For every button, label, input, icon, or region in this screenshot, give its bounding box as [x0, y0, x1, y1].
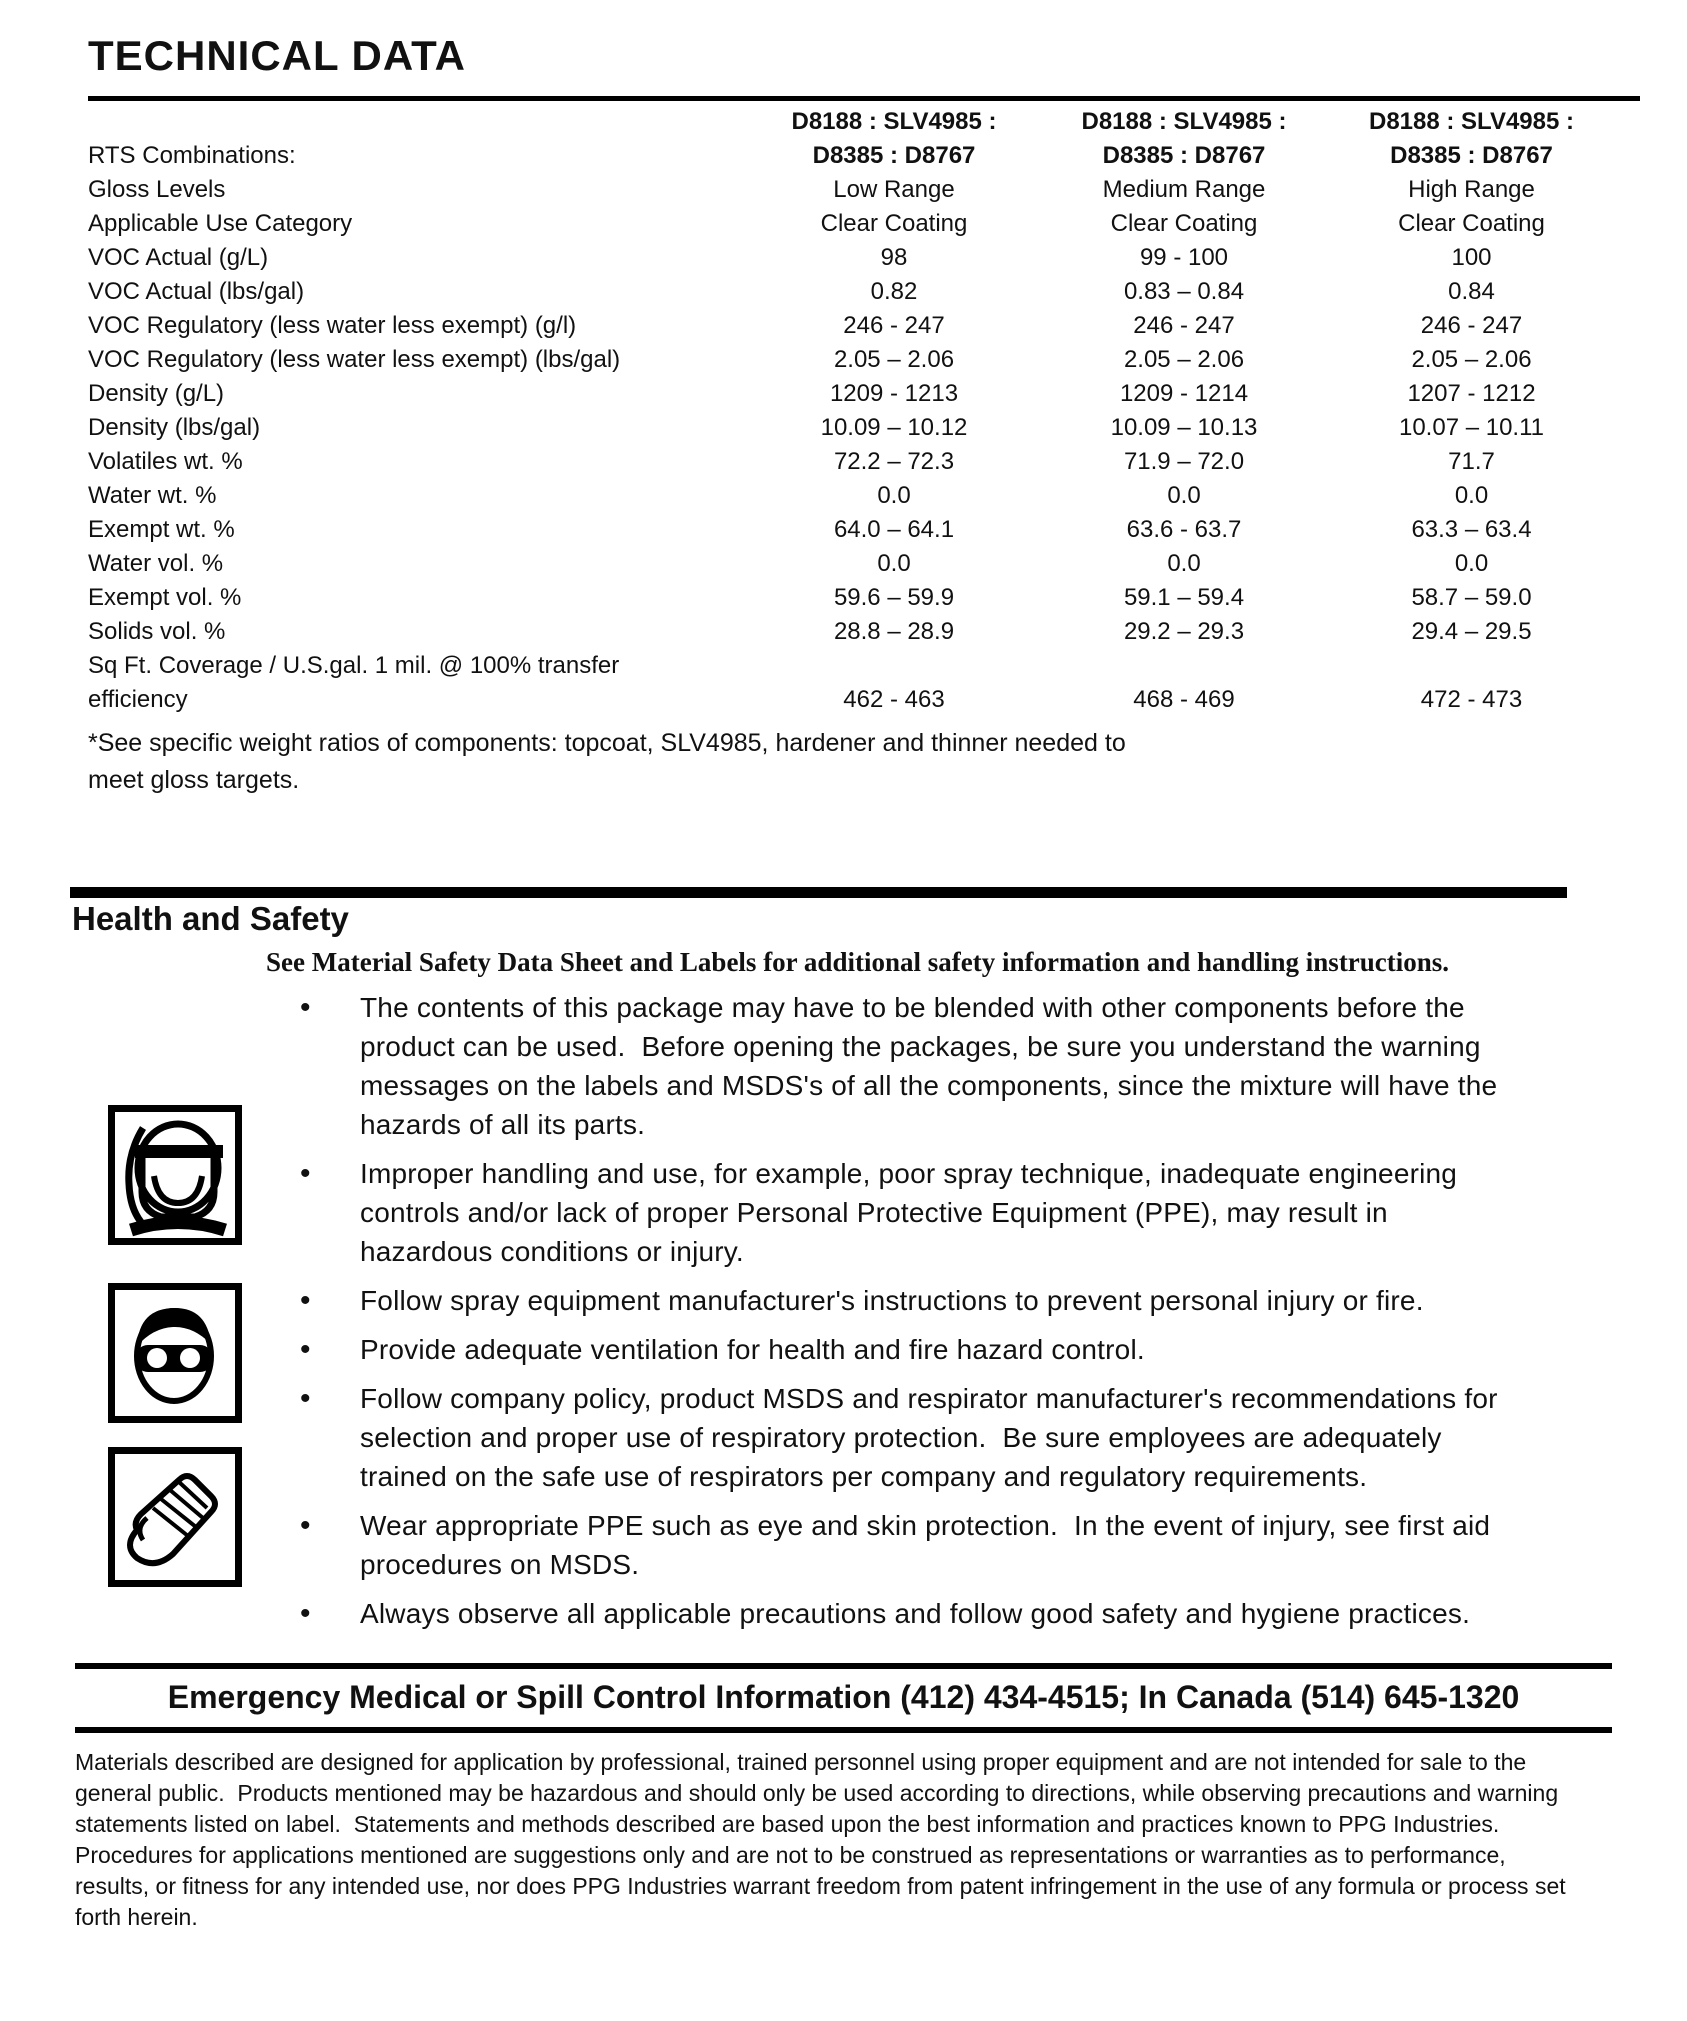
table-cell: D8188 : SLV4985 : — [791, 108, 997, 135]
table-row-label: VOC Actual (g/L) — [88, 244, 269, 271]
table-cell: D8385 : D8767 — [1390, 142, 1553, 169]
table-cell: D8385 : D8767 — [812, 142, 976, 169]
table-cell: 10.09 – 10.12 — [820, 414, 968, 441]
table-row-label: efficiency — [88, 686, 188, 713]
table-cell: 1207 - 1212 — [1407, 380, 1536, 407]
health-safety-heading: Health and Safety — [72, 900, 349, 937]
table-row — [88, 275, 1615, 309]
table-row — [88, 241, 1615, 275]
table-cell: 462 - 463 — [843, 686, 945, 713]
table-row — [88, 377, 1615, 411]
table-cell: 0.0 — [1454, 482, 1489, 509]
table-cell: 0.82 — [870, 278, 918, 305]
table-row-label: Sq Ft. Coverage / U.S.gal. 1 mil. @ 100% transfer — [88, 652, 620, 679]
table-row-label: VOC Regulatory (less water less exempt) (g/l) — [88, 312, 577, 339]
safety-goggles-icon — [108, 1283, 242, 1423]
emergency-text: Emergency Medical or Spill Control Information (412) 434-4515; In Canada (514) 645-1320 — [167, 1679, 1520, 1715]
table-cell: 246 - 247 — [843, 312, 945, 339]
table-cell: 0.0 — [1167, 482, 1201, 509]
table-cell: Low Range — [833, 176, 955, 203]
table-cell: 0.0 — [877, 550, 911, 577]
bullet-text: Wear appropriate PPE such as eye and skin protection. In the event of injury, see first aid procedures on MSDS. — [360, 1510, 1499, 1580]
table-row — [88, 309, 1615, 343]
table-cell: 472 - 473 — [1420, 686, 1523, 713]
table-row — [88, 615, 1615, 649]
table-row-label: VOC Regulatory (less water less exempt) (lbs/gal) — [88, 346, 621, 373]
table-cell: Clear Coating — [1110, 210, 1258, 237]
table-cell: 72.2 – 72.3 — [833, 448, 955, 475]
bullet-marker: • — [300, 1157, 311, 1190]
table-row — [88, 173, 1615, 207]
table-cell: 1209 - 1214 — [1119, 380, 1249, 407]
table-cell: 2.05 – 2.06 — [1123, 346, 1245, 373]
table-cell: Clear Coating — [1398, 210, 1545, 237]
table-cell: 29.4 – 29.5 — [1411, 618, 1532, 645]
page-title: TECHNICAL DATA — [88, 32, 466, 79]
table-row — [88, 513, 1615, 547]
protective-glove-icon — [108, 1447, 242, 1587]
bullet-text: Follow spray equipment manufacturer's instructions to prevent personal injury or fire. — [360, 1285, 1424, 1316]
table-row-label: Density (g/L) — [88, 380, 225, 407]
msds-note: See Material Safety Data Sheet and Labels for additional safety information and handling instructions. — [266, 947, 1450, 977]
table-cell: 64.0 – 64.1 — [833, 516, 955, 543]
table-row — [88, 445, 1615, 479]
table-cell: 29.2 – 29.3 — [1123, 618, 1245, 645]
table-row-label: Applicable Use Category — [88, 210, 353, 237]
table-row — [88, 105, 1615, 139]
safety-bullet — [278, 1281, 1540, 1320]
table-row — [88, 343, 1615, 377]
table-cell: 0.0 — [877, 482, 911, 509]
table-row-label: RTS Combinations: — [88, 142, 296, 169]
safety-bullet — [278, 1379, 1540, 1496]
table-cell: D8385 : D8767 — [1102, 142, 1266, 169]
table-cell: 100 — [1451, 244, 1492, 271]
table-cell: 246 - 247 — [1133, 312, 1235, 339]
table-cell: 71.7 — [1448, 448, 1495, 475]
bullet-marker: • — [300, 1382, 311, 1415]
table-row — [88, 139, 1615, 173]
table-cell: High Range — [1408, 176, 1535, 203]
table-row-label: VOC Actual (lbs/gal) — [88, 278, 305, 305]
table-cell: 58.7 – 59.0 — [1411, 584, 1532, 611]
table-footnote: *See specific weight ratios of components: topcoat, SLV4985, hardener and thinner needed to meet gloss targets. — [88, 729, 1133, 794]
table-row-label: Water wt. % — [88, 482, 217, 509]
table-cell: 0.83 – 0.84 — [1123, 278, 1245, 305]
section-divider-bar — [70, 887, 1567, 898]
table-cell: 10.09 – 10.13 — [1110, 414, 1258, 441]
safety-bullet-list — [278, 988, 1540, 1633]
table-cell: 0.84 — [1448, 278, 1495, 305]
table-cell: 0.0 — [1454, 550, 1489, 577]
bullet-text: The contents of this package may have to be blended with other components before the product can be used. Before opening the packages, be sure you understand the warning messages on the labels and MSDS's of all the components, since the mixture will have the hazards of all its parts. — [360, 992, 1506, 1140]
bullet-marker: • — [300, 1509, 311, 1542]
table-row-label: Volatiles wt. % — [88, 448, 243, 475]
title-rule — [88, 96, 1640, 101]
table-row — [88, 581, 1615, 615]
bullet-text: Provide adequate ventilation for health and fire hazard control. — [360, 1334, 1145, 1365]
table-row — [88, 207, 1615, 241]
table-cell: 98 — [880, 244, 908, 271]
safety-bullet — [278, 1330, 1540, 1369]
table-row-label: Solids vol. % — [88, 618, 226, 645]
table-cell: 63.6 - 63.7 — [1126, 516, 1242, 543]
emergency-bottom-rule — [75, 1727, 1612, 1733]
bullet-text: Follow company policy, product MSDS and respirator manufacturer's recommendations for selection and proper use of respiratory protection. Be sure employees are adequately trained on the safe use of respirators per company and regulatory requirements. — [360, 1383, 1506, 1492]
table-row-label: Density (lbs/gal) — [88, 414, 261, 441]
bullet-marker: • — [300, 991, 311, 1024]
table-cell: 59.1 – 59.4 — [1123, 584, 1245, 611]
legal-disclaimer: Materials described are designed for application by professional, trained personnel using proper equipment and are not intended for sale to the general public. Products mentioned may be hazardous and should only be used according to directions, while observing precautions and warning statements listed on label. Statements and methods described are based upon the best information and practices known to PPG Industries. Procedures for applications mentioned are suggestions only and are not to be construed as representations or warranties as to performance, results, or fitness for any intended use, nor does PPG Industries warrant freedom from patent infringement in the use of any formula or process set forth herein. — [75, 1749, 1573, 1930]
table-cell: 59.6 – 59.9 — [833, 584, 955, 611]
table-cell: 468 - 469 — [1133, 686, 1235, 713]
table-cell: 0.0 — [1167, 550, 1201, 577]
table-cell: 1209 - 1213 — [829, 380, 959, 407]
table-cell: Clear Coating — [820, 210, 968, 237]
face-shield-icon — [108, 1105, 242, 1245]
bullet-marker: • — [300, 1333, 311, 1366]
bullet-marker: • — [300, 1597, 311, 1630]
table-cell: 63.3 – 63.4 — [1411, 516, 1532, 543]
table-cell: 246 - 247 — [1420, 312, 1523, 339]
table-cell: 2.05 – 2.06 — [833, 346, 955, 373]
table-row-label: Water vol. % — [88, 550, 224, 577]
table-cell: Medium Range — [1102, 176, 1266, 203]
emergency-info-banner — [75, 1663, 1612, 1733]
bullet-text: Improper handling and use, for example, poor spray technique, inadequate engineering controls and/or lack of proper Personal Protective Equipment (PPE), may result in hazardous conditions or injury. — [360, 1158, 1466, 1267]
table-cell: 71.9 – 72.0 — [1123, 448, 1245, 475]
table-cell: 28.8 – 28.9 — [833, 618, 955, 645]
technical-data-table — [88, 105, 1615, 717]
safety-bullet — [278, 1506, 1540, 1584]
safety-bullet — [278, 1594, 1540, 1633]
bullet-text: Always observe all applicable precautions and follow good safety and hygiene practices. — [360, 1598, 1471, 1629]
table-cell: 2.05 – 2.06 — [1411, 346, 1532, 373]
safety-bullet — [278, 988, 1540, 1144]
table-cell: D8188 : SLV4985 : — [1369, 108, 1574, 135]
table-cell: 10.07 – 10.11 — [1398, 414, 1545, 441]
table-row-label: Gloss Levels — [88, 176, 226, 203]
table-cell: 99 - 100 — [1139, 244, 1229, 271]
bullet-marker: • — [300, 1284, 311, 1317]
table-row — [88, 547, 1615, 581]
table-row — [88, 683, 1615, 717]
table-row — [88, 479, 1615, 513]
safety-bullet — [278, 1154, 1540, 1271]
table-cell: D8188 : SLV4985 : — [1081, 108, 1287, 135]
table-row — [88, 649, 1615, 683]
table-row — [88, 411, 1615, 445]
table-row-label: Exempt wt. % — [88, 516, 235, 543]
table-row-label: Exempt vol. % — [88, 584, 242, 611]
